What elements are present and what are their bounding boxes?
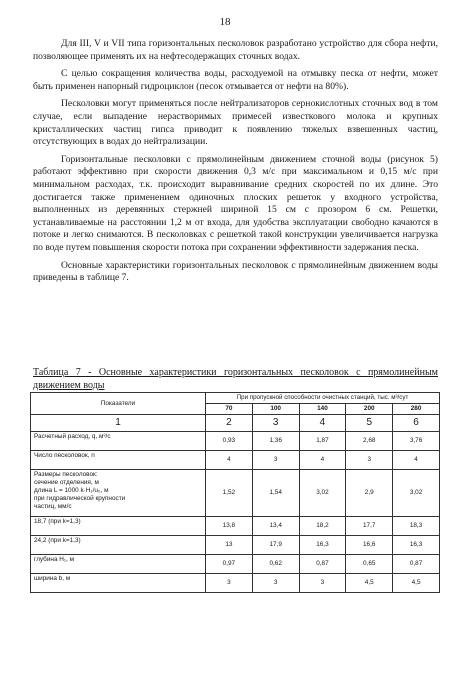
table-cell: 0,62 <box>252 555 299 574</box>
paragraph: Горизонтальные песколовки с прямолинейным движением сточной воды (рисунок 5) работают эффективно при скорости движения 0,3 м/с при максимальном и 0,15 м/с при минимальном расходах, т.к. происходит выравнивание средних скоростей по их длине. Это достигается также применением одиночных плоских решеток у входного устройства, выполненных из деревянных стержней шириной 15 см с прозором 6 см. Решетки, устанавливаемые на расстоянии 1,2 м от входа, для удобства эксплуатации свободно качаются в потоке и легко снимаются. В песколовках с решеткой такой конструкции увеличивается нагрузка по воде путем повышения скорости потока при сохранении эффективности задержания песка. <box>33 153 438 253</box>
row-label-line: частиц, мм/с <box>34 503 72 510</box>
row-label-line: 24,2 (при k=1,3) <box>34 537 81 544</box>
row-label-line: Число песколовок, n <box>34 452 95 459</box>
table-cell: 0,65 <box>346 555 393 574</box>
table-cell: 4 <box>299 451 346 470</box>
row-label <box>31 470 206 517</box>
table-cell: 0,87 <box>393 555 440 574</box>
row-label <box>31 451 206 470</box>
capacity-group-header: При пропускной способности очистных станций, тыс. м³/сут <box>206 393 440 404</box>
table-cell: 3 <box>299 574 346 593</box>
row-label-line: при гидравлической крупности <box>34 495 126 502</box>
row-label <box>31 536 206 555</box>
column-header: 280 <box>393 404 440 415</box>
paragraph: Для III, V и VII типа горизонтальных песколовок разработано устройство для сбора нефти, позволяющее применять их на нефтесодержащих сточных водах. <box>33 38 438 62</box>
table-cell: 13,4 <box>252 517 299 536</box>
table-cell: 17,7 <box>346 517 393 536</box>
table-row <box>31 574 440 593</box>
table-row <box>31 451 440 470</box>
table-cell: 18,3 <box>393 517 440 536</box>
table-cell: 3 <box>346 451 393 470</box>
row-label-line: сечение отделения, м <box>34 479 99 486</box>
row-label-line: Размеры песколовок: <box>34 471 98 478</box>
param-header: Показатели <box>31 393 206 415</box>
index-cell: 3 <box>252 415 299 432</box>
row-label-line: глубина H₁, м <box>34 556 74 563</box>
body-text <box>33 38 438 290</box>
table-caption-text: Таблица 7 - Основные характеристики горизонтальных песколовок с прямолинейным движением воды <box>33 367 438 391</box>
table-cell: 0,97 <box>206 555 253 574</box>
table-cell: 4,5 <box>393 574 440 593</box>
table-cell: 13 <box>206 536 253 555</box>
row-label <box>31 574 206 593</box>
table-cell: 4,5 <box>346 574 393 593</box>
table-row <box>31 432 440 451</box>
table-cell: 1,52 <box>206 470 253 517</box>
column-header: 100 <box>252 404 299 415</box>
paragraph: С целью сокращения количества воды, расходуемой на отмывку песка от нефти, может быть применен напорный гидроциклон (песок отмывается от нефти на 80%). <box>33 68 438 92</box>
table-cell: 16,3 <box>393 536 440 555</box>
paragraph: Основные характеристики горизонтальных песколовок с прямолинейным движением воды приведены в таблице 7. <box>33 259 438 284</box>
row-label-line: 18,7 (при k=1,3) <box>34 518 81 525</box>
row-label <box>31 517 206 536</box>
index-cell: 2 <box>206 415 253 432</box>
table-cell: 17,9 <box>252 536 299 555</box>
table-cell: 3 <box>252 574 299 593</box>
page-number: 18 <box>219 16 231 28</box>
table-cell: 4 <box>393 451 440 470</box>
table-row <box>31 555 440 574</box>
table-cell: 18,2 <box>299 517 346 536</box>
table-cell: 3,76 <box>393 432 440 451</box>
index-cell: 1 <box>31 415 206 432</box>
row-label <box>31 555 206 574</box>
index-row <box>31 415 440 432</box>
table-cell: 4 <box>206 451 253 470</box>
column-header: 200 <box>346 404 393 415</box>
row-label-line: Расчетный расход, q, м³/с <box>34 433 111 440</box>
row-label-line: ширина b, м <box>34 575 71 582</box>
column-header: 70 <box>206 404 253 415</box>
table-cell: 3 <box>206 574 253 593</box>
table-cell: 3 <box>252 451 299 470</box>
characteristics-table <box>30 392 440 593</box>
index-cell: 6 <box>393 415 440 432</box>
table-cell: 0,93 <box>206 432 253 451</box>
row-label <box>31 432 206 451</box>
table-cell: 0,87 <box>299 555 346 574</box>
table-cell: 3,02 <box>393 470 440 517</box>
table-cell: 1,87 <box>299 432 346 451</box>
row-label-line: длина L = 1000 k·H₁/u₀, м <box>34 487 109 494</box>
paragraph: Песколовки могут применяться после нейтрализаторов сернокислотных сточных вод в том случае, если выпадение нерастворимых примесей известкового молока и крупных кристаллических частиц гипса приводит к появлению тяжелых взвешенных частиц, отсутствующих в водах до нейтрализации. <box>33 98 438 148</box>
column-header: 140 <box>299 404 346 415</box>
table-cell: 2,68 <box>346 432 393 451</box>
index-cell: 5 <box>346 415 393 432</box>
table-header-row <box>31 393 440 404</box>
table-cell: 16,3 <box>299 536 346 555</box>
table-row <box>31 470 440 517</box>
table-cell: 16,6 <box>346 536 393 555</box>
table-cell: 3,02 <box>299 470 346 517</box>
table-cell: 1,36 <box>252 432 299 451</box>
table-cell: 2,9 <box>346 470 393 517</box>
table-row <box>31 536 440 555</box>
index-cell: 4 <box>299 415 346 432</box>
table-cell: 13,8 <box>206 517 253 536</box>
table-cell: 1,54 <box>252 470 299 517</box>
table-caption <box>33 367 438 392</box>
table-row <box>31 517 440 536</box>
